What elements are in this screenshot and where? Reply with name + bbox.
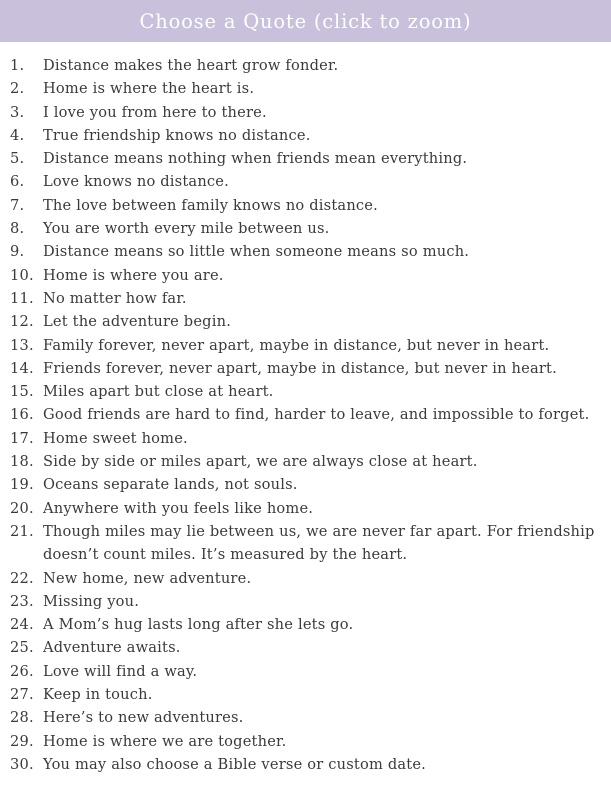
quote-item[interactable] [0, 636, 611, 659]
quote-item[interactable] [0, 194, 611, 217]
quote-number: 16. [10, 406, 34, 424]
quote-text: Let the adventure begin. [43, 313, 232, 331]
quote-item[interactable] [0, 567, 611, 590]
quote-item[interactable] [0, 357, 611, 380]
quote-text: Oceans separate lands, not souls. [43, 476, 298, 494]
quote-text: Home sweet home. [43, 429, 188, 447]
quote-number: 6. [10, 173, 25, 191]
quote-number: 14. [10, 359, 34, 377]
quote-item[interactable] [0, 147, 611, 170]
page-title: Choose a Quote (click to zoom) [139, 9, 472, 33]
quote-text: Miles apart but close at heart. [43, 383, 274, 401]
quote-text: Home is where we are together. [43, 732, 287, 750]
quote-item[interactable] [0, 753, 611, 776]
quote-number: 4. [10, 126, 25, 144]
quote-text: The love between family knows no distance. [43, 196, 378, 214]
quote-text: Home is where the heart is. [43, 80, 255, 98]
quote-text: Distance means so little when someone means so much. [43, 243, 470, 261]
quote-item[interactable] [0, 473, 611, 496]
quote-number: 15. [10, 383, 34, 401]
quote-item[interactable] [0, 683, 611, 706]
quote-text: Keep in touch. [43, 686, 153, 704]
quote-item[interactable] [0, 590, 611, 613]
quote-text: Though miles may lie between us, we are never far apart. For friendship doesn’t count miles. It’s measured by the heart. [43, 522, 595, 564]
quote-item[interactable] [0, 660, 611, 683]
quote-number: 9. [10, 243, 25, 261]
quote-text: You may also choose a Bible verse or custom date. [43, 755, 427, 773]
quote-number: 3. [10, 103, 25, 121]
quote-number: 27. [10, 686, 34, 704]
quote-item[interactable] [0, 124, 611, 147]
quote-item[interactable] [0, 520, 611, 567]
quote-item[interactable] [0, 427, 611, 450]
quote-number: 2. [10, 80, 25, 98]
quote-item[interactable] [0, 730, 611, 753]
quote-text: Friends forever, never apart, maybe in distance, but never in heart. [43, 359, 557, 377]
quote-item[interactable] [0, 101, 611, 124]
quote-number: 11. [10, 289, 34, 307]
quote-number: 8. [10, 220, 25, 238]
quote-number: 7. [10, 196, 25, 214]
quote-text: Love knows no distance. [43, 173, 229, 191]
quote-text: Love will find a way. [43, 662, 198, 680]
quote-number: 12. [10, 313, 34, 331]
quote-number: 18. [10, 453, 34, 471]
quote-number: 25. [10, 639, 34, 657]
quote-item[interactable] [0, 380, 611, 403]
quote-number: 29. [10, 732, 34, 750]
quote-item[interactable] [0, 264, 611, 287]
quote-item[interactable] [0, 287, 611, 310]
quote-item[interactable] [0, 334, 611, 357]
quote-number: 1. [10, 57, 25, 74]
quote-text: No matter how far. [43, 289, 187, 307]
quote-text: Distance makes the heart grow fonder. [43, 57, 339, 74]
quote-text: Here’s to new adventures. [43, 709, 244, 727]
page-header [0, 0, 611, 42]
quote-list [0, 42, 611, 776]
quote-item[interactable] [0, 613, 611, 636]
quote-item[interactable] [0, 240, 611, 263]
quote-text: Missing you. [43, 592, 140, 610]
quote-number: 22. [10, 569, 34, 587]
quote-text: Distance means nothing when friends mean everything. [43, 150, 468, 168]
quote-item[interactable] [0, 217, 611, 240]
quote-item[interactable] [0, 403, 611, 426]
quote-number: 24. [10, 616, 34, 634]
quote-number: 5. [10, 150, 25, 168]
quote-text: Good friends are hard to find, harder to leave, and impossible to forget. [43, 406, 590, 424]
quote-item[interactable] [0, 170, 611, 193]
quote-number: 26. [10, 662, 34, 680]
quote-text: Family forever, never apart, maybe in distance, but never in heart. [43, 336, 550, 354]
quote-number: 10. [10, 266, 34, 284]
quote-text: Side by side or miles apart, we are always close at heart. [43, 453, 478, 471]
quote-item[interactable] [0, 77, 611, 100]
quote-item[interactable] [0, 706, 611, 729]
quote-number: 17. [10, 429, 34, 447]
quote-text: A Mom’s hug lasts long after she lets go. [43, 616, 354, 634]
quote-item[interactable] [0, 310, 611, 333]
quote-number: 30. [10, 755, 34, 773]
quote-text: Anywhere with you feels like home. [43, 499, 314, 517]
quote-item[interactable] [0, 54, 611, 77]
quote-number: 20. [10, 499, 34, 517]
quote-text: New home, new adventure. [43, 569, 252, 587]
quote-item[interactable] [0, 497, 611, 520]
quote-number: 21. [10, 522, 34, 540]
quote-number: 13. [10, 336, 34, 354]
quote-text: You are worth every mile between us. [43, 220, 330, 238]
quote-number: 19. [10, 476, 34, 494]
quote-number: 28. [10, 709, 34, 727]
quote-number: 23. [10, 592, 34, 610]
quote-text: Home is where you are. [43, 266, 224, 284]
quote-item[interactable] [0, 450, 611, 473]
quote-text: True friendship knows no distance. [43, 126, 311, 144]
quote-text: Adventure awaits. [43, 639, 181, 657]
quote-text: I love you from here to there. [43, 103, 267, 121]
